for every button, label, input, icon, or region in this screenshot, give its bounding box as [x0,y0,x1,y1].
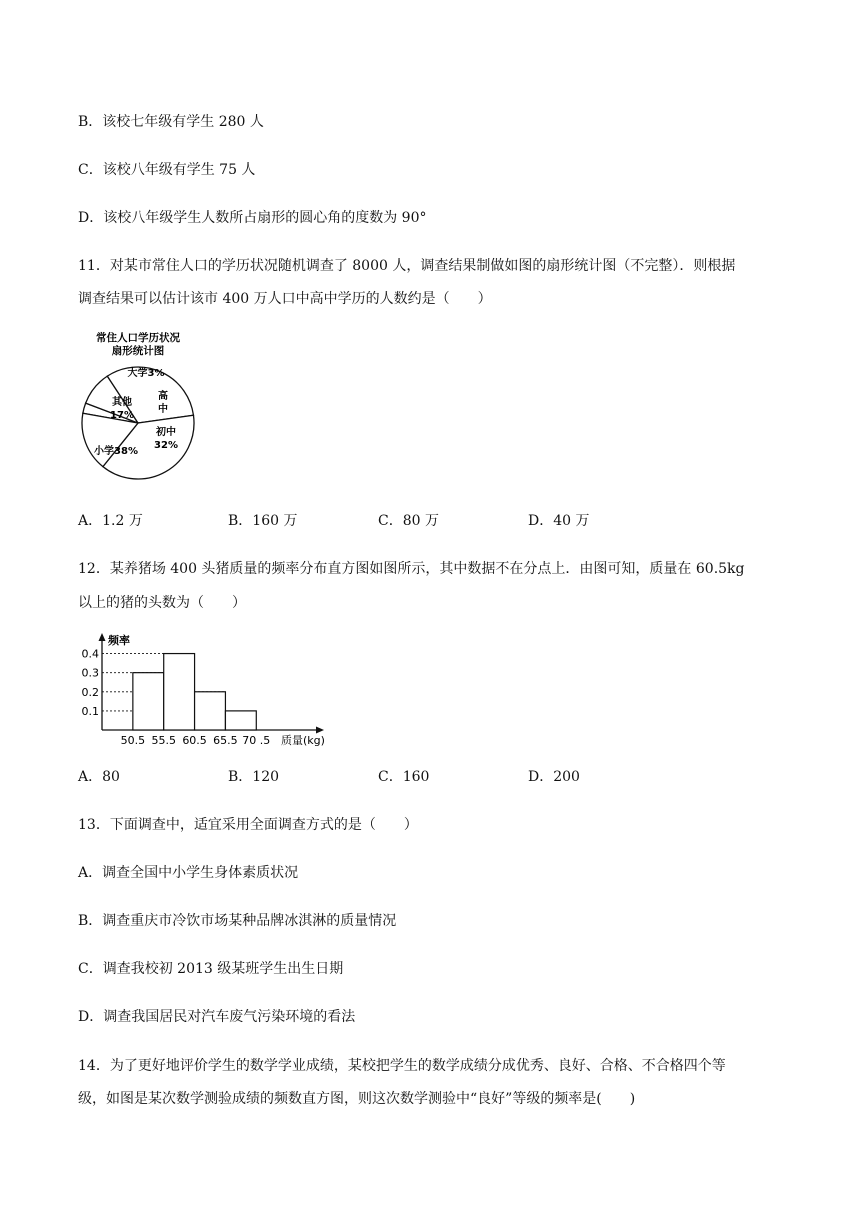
hist-x-tick-label: 65.5 [213,734,238,747]
q10-option-b: B．该校七年级有学生 280 人 [78,114,264,130]
pie-chart-title-1: 常住人口学历状况 [96,332,180,344]
pie-chart [78,328,208,488]
pie-label-high-school-2: 中 [158,404,168,415]
q12-stem-line1: 12．某养猪场 400 头猪质量的频率分布直方图如图所示，其中数据不在分点上．由图可知，质量在 60.5kg [78,561,745,577]
q11-option-d: D．40 万 [528,513,590,529]
pie-label-other-1: 其他 [112,397,132,408]
q14-stem-line2: 级，如图是某次数学测验成绩的频数直方图，则这次数学测验中“良好”等级的频率是( ) [78,1091,636,1107]
q14-stem-line1: 14．为了更好地评价学生的数学学业成绩，某校把学生的数学成绩分成优秀、良好、合格、不合格四个等 [78,1058,726,1074]
q12-option-c: C．160 [378,769,430,785]
pie-chart-title-2: 扇形统计图 [111,345,165,357]
hist-x-label: 质量(kg) [281,734,325,747]
q12-option-b: B．120 [228,769,280,785]
hist-bar [225,711,256,730]
hist-bar [195,692,226,730]
hist-y-tick-label: 0.4 [81,647,99,661]
q11-stem-line2: 调查结果可以估计该市 400 万人口中高中学历的人数约是（ ） [78,291,492,307]
hist-y-arrow [99,633,106,641]
q11-option-b: B．160 万 [228,513,298,529]
pie-label-middle-school-2: 32% [154,440,178,451]
q12-option-d: D．200 [528,769,580,785]
q11-option-c: C．80 万 [378,513,439,529]
hist-x-tick-label: 70 .5 [242,734,271,747]
q13-option-a: A．调查全国中小学生身体素质状况 [78,865,299,881]
hist-y-tick-label: 0.1 [81,704,99,718]
hist-x-arrow [316,727,324,734]
hist-bar [133,673,164,730]
pie-label-middle-school-1: 初中 [156,427,176,438]
hist-y-tick-label: 0.2 [81,685,99,699]
pie-label-other-2: 17% [110,410,134,421]
q12-option-a: A．80 [78,769,120,785]
hist-y-tick-label: 0.3 [81,666,99,680]
q13-option-d: D．调查我国居民对汽车废气污染环境的看法 [78,1009,356,1025]
hist-y-label: 频率 [108,634,130,647]
q13-stem: 13．下面调查中，适宜采用全面调查方式的是（ ） [78,817,418,833]
pie-label-university: 大学3% [127,368,165,379]
pie-label-primary-school: 小学38% [94,446,138,457]
q10-option-d: D．该校八年级学生人数所占扇形的圆心角的度数为 90° [78,210,427,226]
hist-bar [164,654,195,730]
q13-option-c: C．调查我校初 2013 级某班学生出生日期 [78,961,344,977]
q12-stem-line2: 以上的猪的头数为（ ） [78,595,246,611]
q11-stem-line1: 11．对某市常住人口的学历状况随机调查了 8000 人，调查结果制做如图的扇形统计图（不完整）．则根据 [78,258,736,274]
hist-x-tick-label: 60.5 [182,734,207,747]
hist-x-tick-label: 55.5 [151,734,176,747]
hist-x-tick-label: 50.5 [120,734,146,747]
pie-label-high-school-1: 高 [158,391,168,402]
q11-option-a: A．1.2 万 [78,513,143,529]
q13-option-b: B．调查重庆市冷饮市场某种品牌冰淇淋的质量情况 [78,913,397,929]
q10-option-c: C．该校八年级有学生 75 人 [78,162,256,178]
histogram-chart [78,630,338,750]
